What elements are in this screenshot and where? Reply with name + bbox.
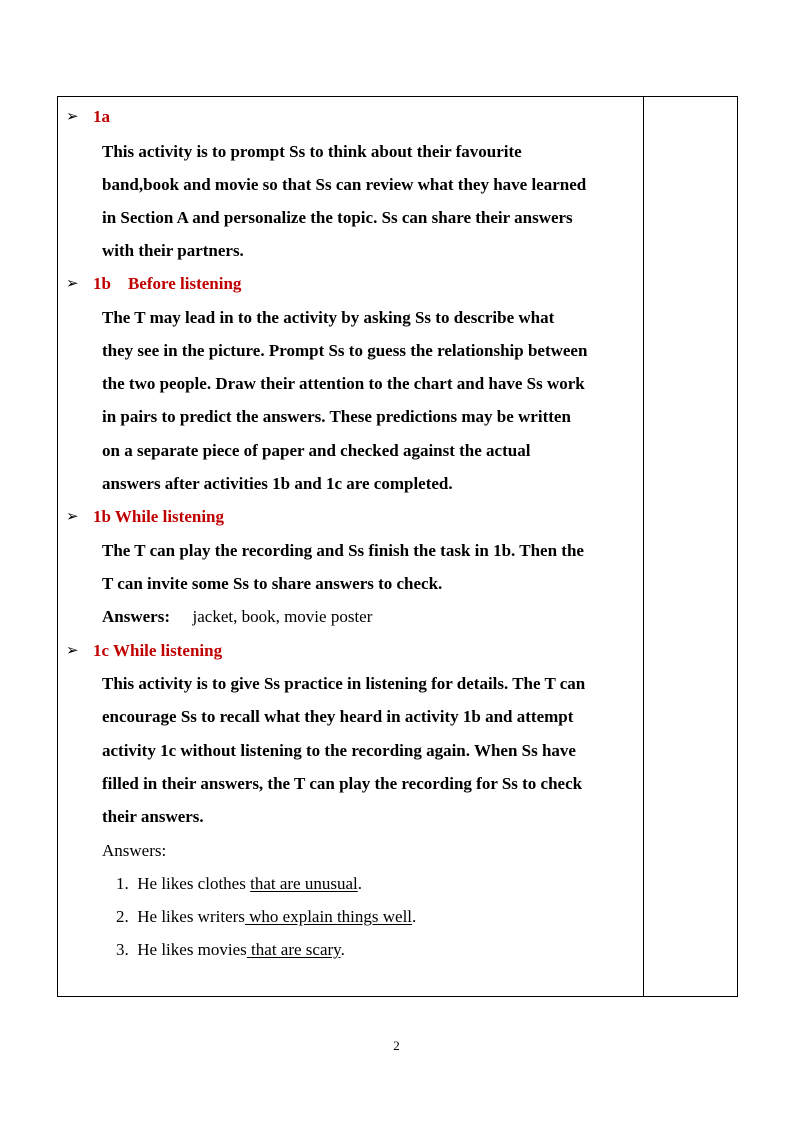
bullet-arrow-icon: ➢ <box>66 509 79 525</box>
paragraph-line: The T may lead in to the activity by asking Ss to describe what <box>102 308 555 327</box>
bullet-arrow-icon: ➢ <box>66 109 79 125</box>
answer-blank: that are scary <box>246 940 341 959</box>
answer-item <box>116 940 345 960</box>
notes-cell <box>644 97 737 996</box>
answer-number: 1. <box>116 874 129 893</box>
paragraph-line: This activity is to prompt Ss to think about their favourite <box>102 142 522 161</box>
paragraph-line: answers after activities 1b and 1c are completed. <box>102 474 453 493</box>
paragraph-line: encourage Ss to recall what they heard in activity 1b and attempt <box>102 707 574 726</box>
bullet-arrow-icon: ➢ <box>66 276 79 292</box>
answers-line <box>102 607 372 627</box>
paragraph-line: filled in their answers, the T can play the recording for Ss to check <box>102 774 583 793</box>
section-heading-1b-before: 1b Before listening <box>93 274 242 293</box>
page-number: 2 <box>393 1038 400 1053</box>
paragraph-line: they see in the picture. Prompt Ss to guess the relationship between <box>102 341 588 360</box>
answer-prefix: He likes movies <box>137 940 247 959</box>
answer-prefix: He likes clothes <box>137 874 251 893</box>
paragraph-line: their answers. <box>102 807 204 826</box>
answer-blank: that are unusual <box>250 874 358 893</box>
section-heading-1c-while: 1c While listening <box>93 641 223 660</box>
answer-suffix: . <box>412 907 417 926</box>
paragraph-line: T can invite some Ss to share answers to check. <box>102 574 443 593</box>
answer-item <box>116 907 416 927</box>
paragraph-line: This activity is to give Ss practice in listening for details. The T can <box>102 674 586 693</box>
paragraph-line: in pairs to predict the answers. These predictions may be written <box>102 407 571 426</box>
paragraph-line: activity 1c without listening to the recording again. When Ss have <box>102 741 576 760</box>
lesson-table <box>57 96 738 997</box>
answers-label: Answers: <box>102 841 167 860</box>
paragraph-line: The T can play the recording and Ss finish the task in 1b. Then the <box>102 541 584 560</box>
answer-blank: who explain things well <box>244 907 413 926</box>
bullet-arrow-icon: ➢ <box>66 643 79 659</box>
answer-number: 2. <box>116 907 129 926</box>
answers-value: jacket, book, movie poster <box>192 607 373 626</box>
section-heading-1b-while: 1b While listening <box>93 507 224 526</box>
answer-item <box>116 874 362 894</box>
section-heading-1a: 1a <box>93 107 110 126</box>
main-content-cell <box>58 97 643 996</box>
paragraph-line: on a separate piece of paper and checked against the actual <box>102 441 531 460</box>
paragraph-line: the two people. Draw their attention to the chart and have Ss work <box>102 374 585 393</box>
answer-suffix: . <box>340 940 345 959</box>
paragraph-line: band,book and movie so that Ss can review what they have learned <box>102 175 587 194</box>
answer-number: 3. <box>116 940 129 959</box>
paragraph-line: in Section A and personalize the topic. Ss can share their answers <box>102 208 573 227</box>
paragraph-line: with their partners. <box>102 241 244 260</box>
answers-label: Answers: <box>102 607 170 626</box>
answer-suffix: . <box>357 874 362 893</box>
answer-prefix: He likes writers <box>137 907 245 926</box>
